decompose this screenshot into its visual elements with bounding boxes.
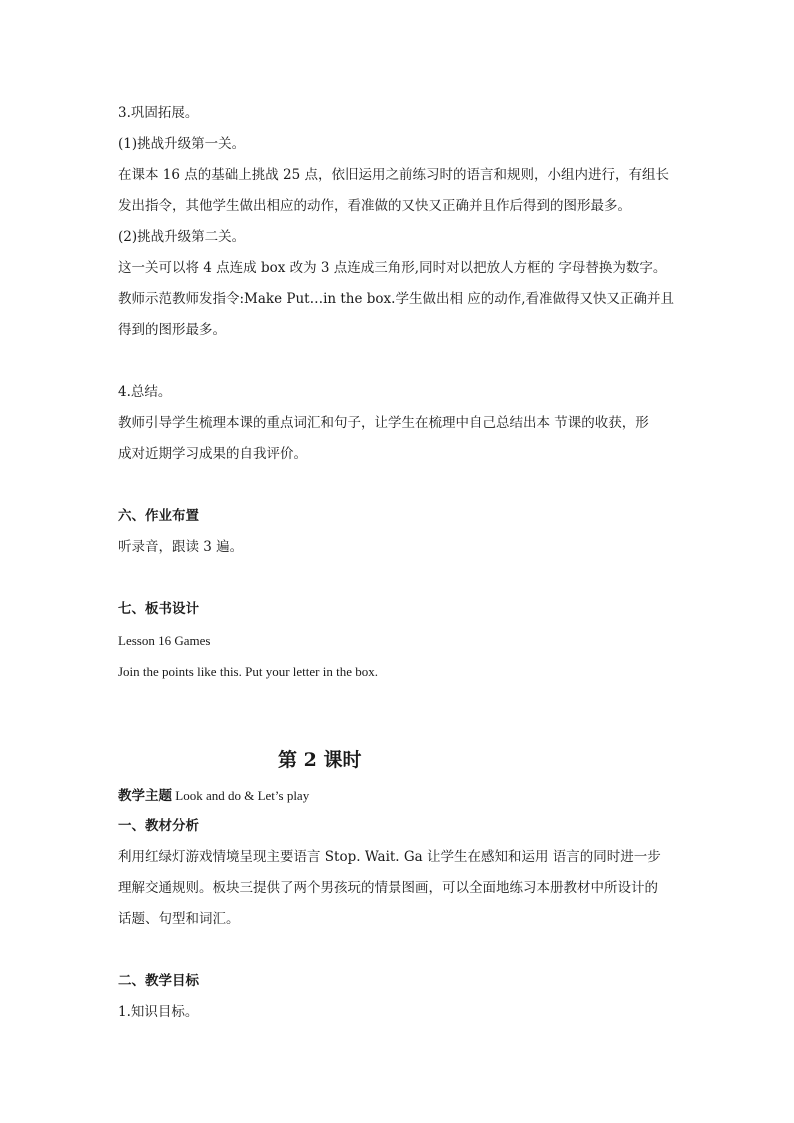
paragraph-line: 话题、句型和词汇。 [118,911,240,927]
document-page [118,98,678,1028]
blackboard-line: Join the points like this. Put your letter in the box. [118,664,378,679]
paragraph-line: 在课本 16 点的基础上挑战 25 点，依旧运用之前练习时的语言和规则，小组内进行，有组长 [118,167,670,183]
section-heading-summary: 4.总结。 [118,384,172,400]
subsection-heading-level-2: (2)挑战升级第二关。 [118,229,246,245]
blackboard-line: Lesson 16 Games [118,633,211,648]
section-heading-objectives: 二、教学目标 [118,973,199,989]
spacer [118,563,678,594]
paragraph-line: 理解交通规则。板块三提供了两个男孩玩的情景图画，可以全面地练习本册教材中所设计的 [118,880,658,896]
paragraph-line: 发出指令，其他学生做出相应的动作，看准做的又快又正确并且作后得到的图形最多。 [118,198,631,214]
topic-line [118,780,678,811]
paragraph-line: 利用红绿灯游戏情境呈现主要语言 Stop. Wait. Ga 让学生在感知和运用 语言的同时进一步 [118,849,661,865]
paragraph-line: 这一关可以将 4 点连成 box 改为 3 点连成三角形,同时对以把放人方框的 字母替换为数字。 [118,260,667,276]
paragraph-line: 得到的图形最多。 [118,322,226,338]
section-heading-blackboard: 七、板书设计 [118,601,199,617]
spacer [118,709,678,740]
spacer [118,687,678,709]
section-heading-consolidate: 3.巩固拓展。 [118,105,199,121]
section-heading-homework: 六、作业布置 [118,508,199,524]
paragraph-line: 教师引导学生梳理本课的重点词汇和句子，让学生在梳理中自己总结出本 节课的收获，形 [118,415,649,431]
topic-value: Look and do & Let’s play [172,788,310,803]
spacer [118,935,678,966]
paragraph-line: 1.知识目标。 [118,1004,199,1020]
spacer [118,470,678,501]
lesson-title: 第 2 课时 [278,749,362,771]
section-heading-material-analysis: 一、教材分析 [118,818,199,834]
paragraph-line: 教师示范教师发指令:Make Put…in the box.学生做出相 应的动作,看准做得又快又正确并且 [118,291,675,307]
subsection-heading-level-1: (1)挑战升级第一关。 [118,136,246,152]
spacer [118,346,678,377]
paragraph-line: 听录音，跟读 3 遍。 [118,539,244,555]
topic-label: 教学主题 [118,788,172,804]
paragraph-line: 成对近期学习成果的自我评价。 [118,446,307,462]
